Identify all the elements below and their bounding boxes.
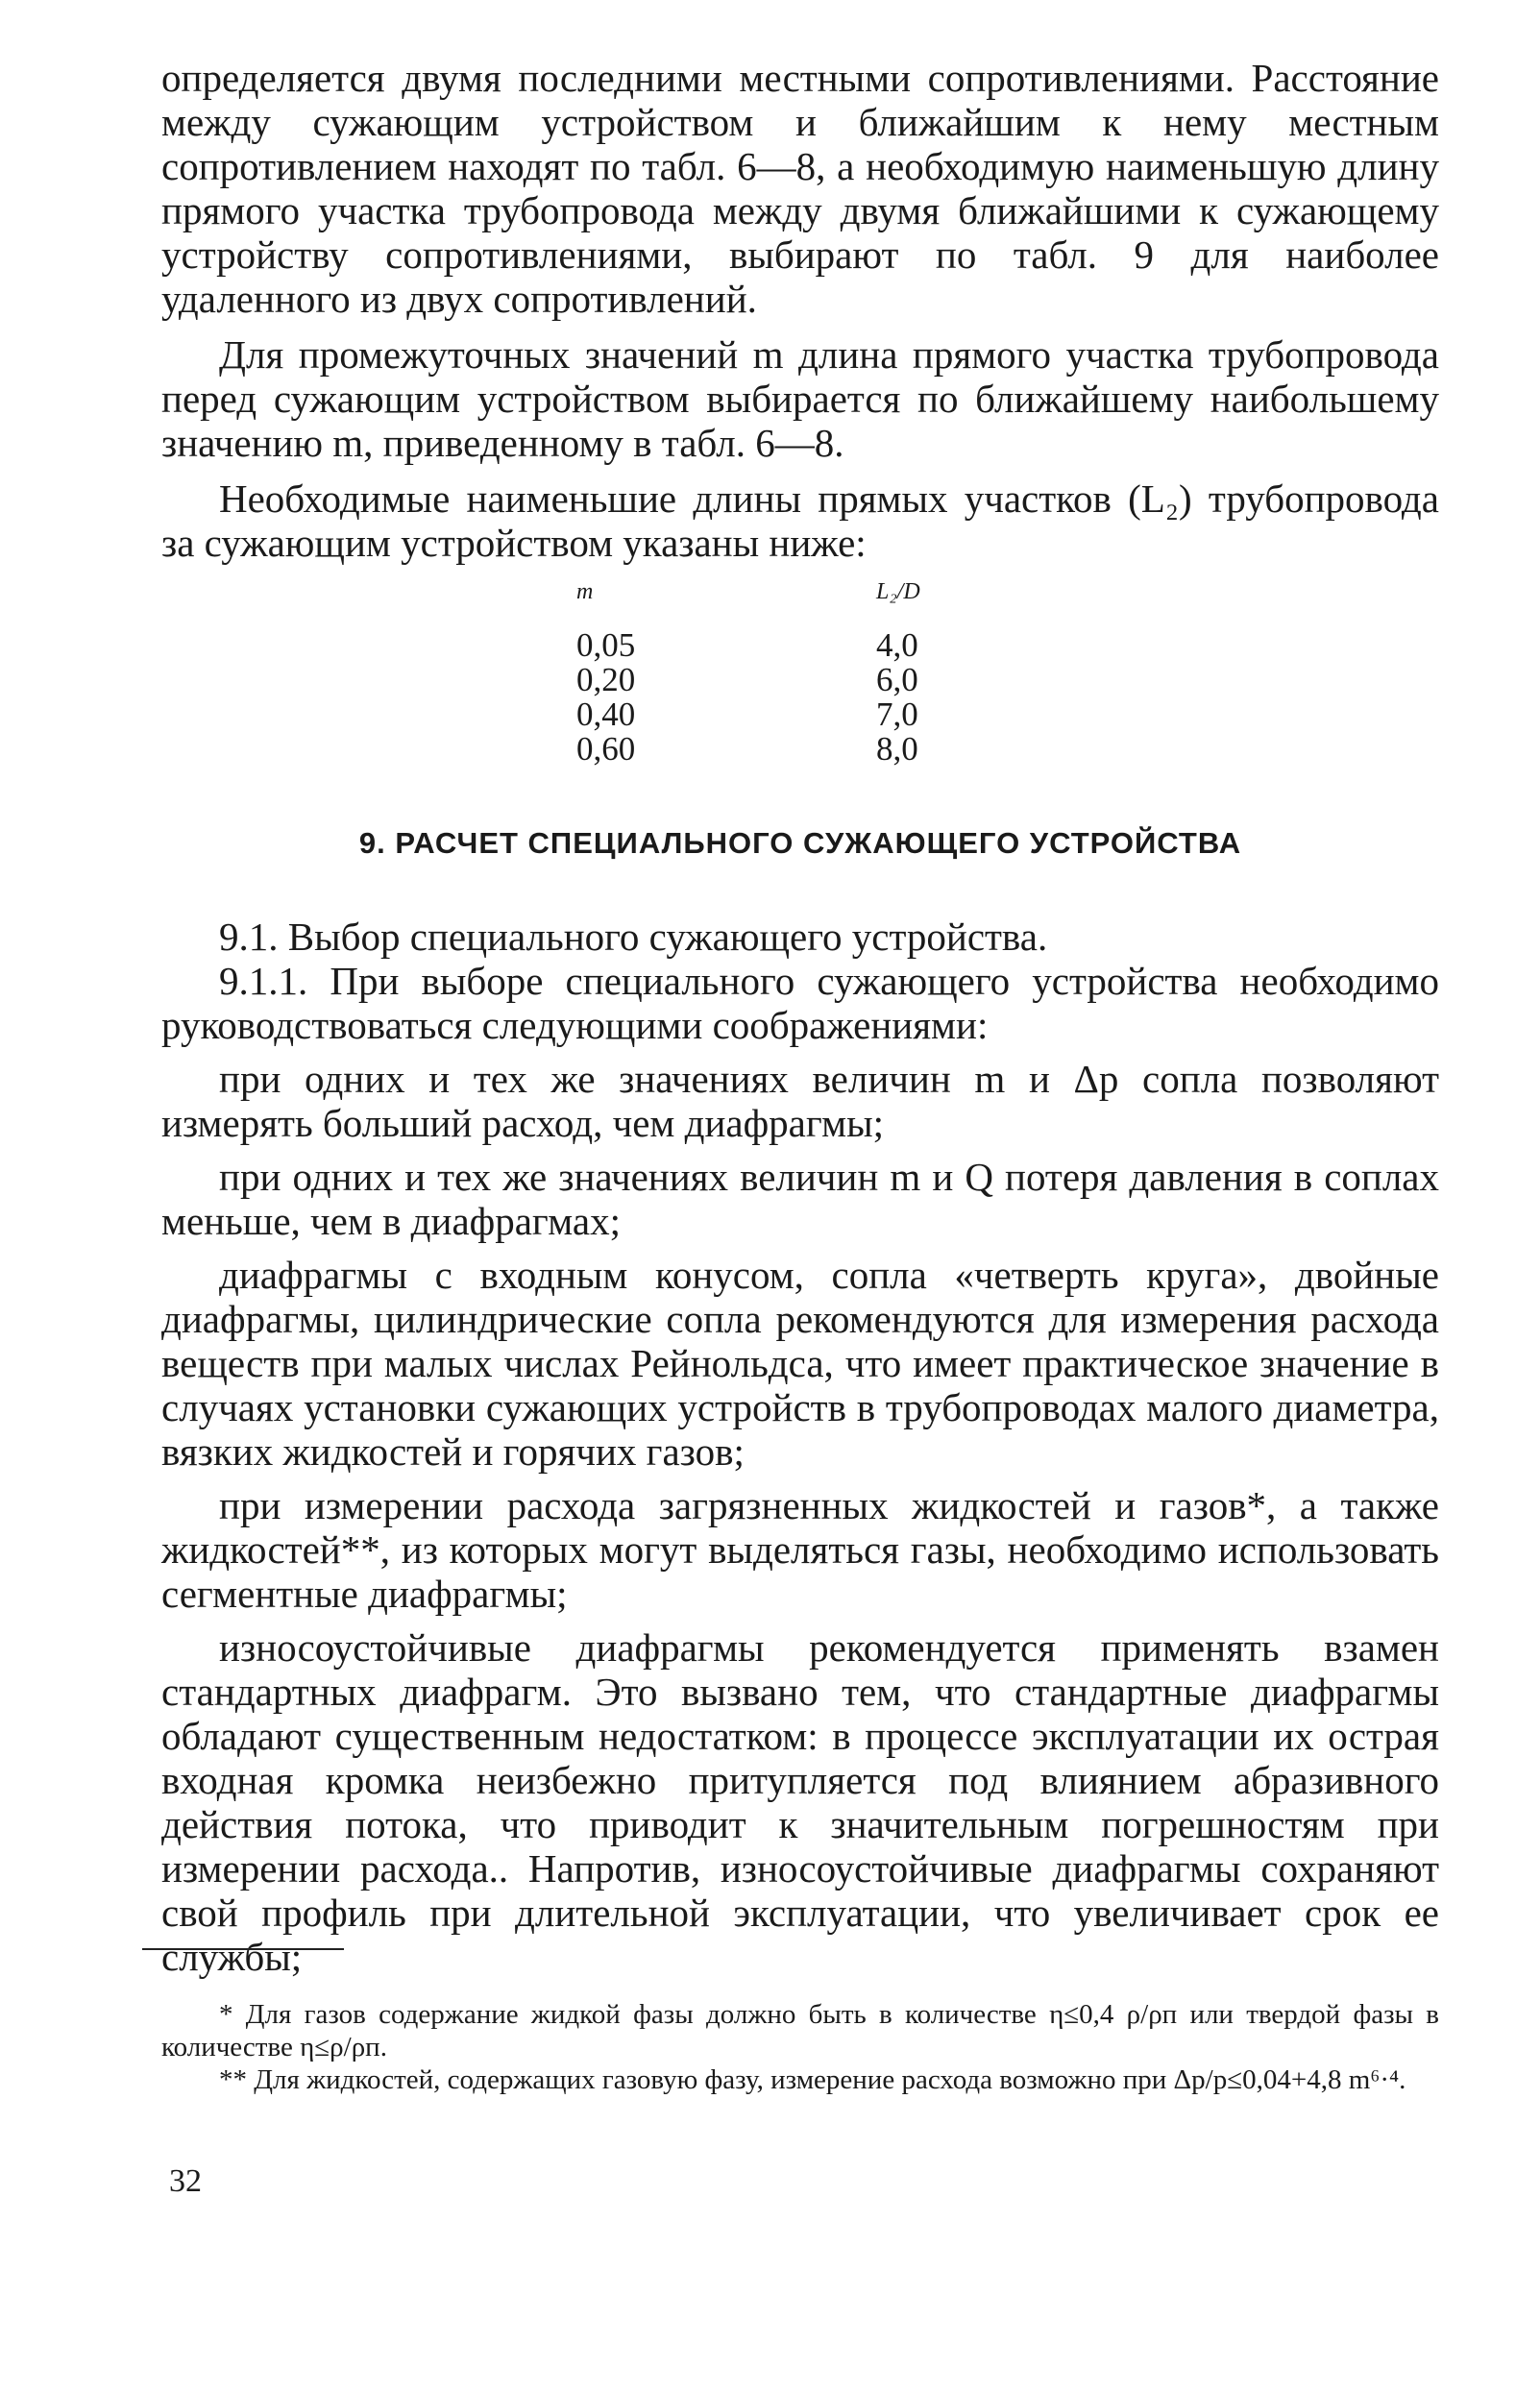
body-text [161,56,1439,565]
list-item: при одних и тех же значениях величин m и Δp сопла позволяют измерять больший расход, чем диафрагмы; [161,1057,1439,1145]
table-cell: 0,40 [576,696,636,733]
table-row [576,628,980,663]
table-row [576,697,980,732]
table-cell: 0,05 [576,626,636,664]
paragraph-9-1-1: 9.1.1. При выборе специального сужающего устройства необходимо руководствоваться следующими соображениями: [161,959,1439,1047]
page-number: 32 [169,2163,202,2199]
paragraph-1: определяется двумя последними местными сопротивлениями. Расстояние между сужающим устройством и ближайшим к нему местным сопротивлением находят по табл. 6—8, а необходимую наименьшую длину прямого участка трубопровода между двумя ближайшими к сужающему устройству сопротивлениями, выбирают по табл. 9 для наиболее удаленного из двух сопротивлений. [161,56,1439,321]
list-item: при измерении расхода загрязненных жидкостей и газов*, а также жидкостей**, из которых могут выделяться газы, необходимо использовать сегментные диафрагмы; [161,1483,1439,1616]
table-header-row [576,574,980,609]
table-row [576,663,980,697]
list-item: диафрагмы с входным конусом, сопла «четверть круга», двойные диафрагмы, цилиндрические сопла рекомендуются для измерения расхода веществ при малых числах Рейнольдса, что имеет практическое значение в случаях установки сужающих устройств в трубопроводах малого диаметра, вязких жидкостей и горячих газов; [161,1253,1439,1474]
footnote-1: * Для газов содержание жидкой фазы должно быть в количестве η≤0,4 ρ/ρп или твердой фазы в количестве η≤ρ/ρп. [161,1999,1439,2062]
table-row [576,732,980,767]
paragraph-2: Для промежуточных значений m длина прямого участка трубопровода перед сужающим устройством выбирается по ближайшему наибольшему значению m, приведенному в табл. 6—8. [161,332,1439,465]
paragraph-9-1: 9.1. Выбор специального сужающего устройства. [219,915,1048,959]
footnote-2: ** Для жидкостей, содержащих газовую фазу, измерение расхода возможно при Δp/p≤0,04+4,8 m⁶·⁴. [219,2064,1406,2095]
footnote-divider [142,1948,344,1950]
list-item: износоустойчивые диафрагмы рекомендуется применять взамен стандартных диафрагм. Это вызвано тем, что стандартные диафрагмы обладают существенным недостатком: в процессе эксплуатации их острая входная кромка неизбежно притупляется под влиянием абразивного действия потока, что приводит к значительным погрешностям при измерении расхода.. Напротив, износоустойчивые диафрагмы сохраняют свой профиль при длительной эксплуатации, что увеличивает срок ее службы; [161,1625,1439,1979]
section-body [161,915,1439,1979]
table-cell: 8,0 [876,730,918,768]
footnotes [161,1998,1439,2096]
table-cell: 0,60 [576,730,636,768]
paragraph-3: Необходимые наименьшие длины прямых участков (L₂) трубопровода за сужающим устройством указаны ниже: [161,476,1439,565]
table-cell: 4,0 [876,626,918,664]
table-cell: 7,0 [876,696,918,733]
table-cell: 0,20 [576,661,636,698]
section-heading: 9. РАСЧЕТ СПЕЦИАЛЬНОГО СУЖАЮЩЕГО УСТРОЙСТВА [358,826,1242,860]
list-item: при одних и тех же значениях величин m и Q потеря давления в соплах меньше, чем в диафрагмах; [161,1155,1439,1243]
table-cell: 6,0 [876,661,918,698]
table-header-l2d: L₂/D [876,579,920,604]
lengths-table [576,574,980,767]
table-header-m: m [576,579,594,604]
